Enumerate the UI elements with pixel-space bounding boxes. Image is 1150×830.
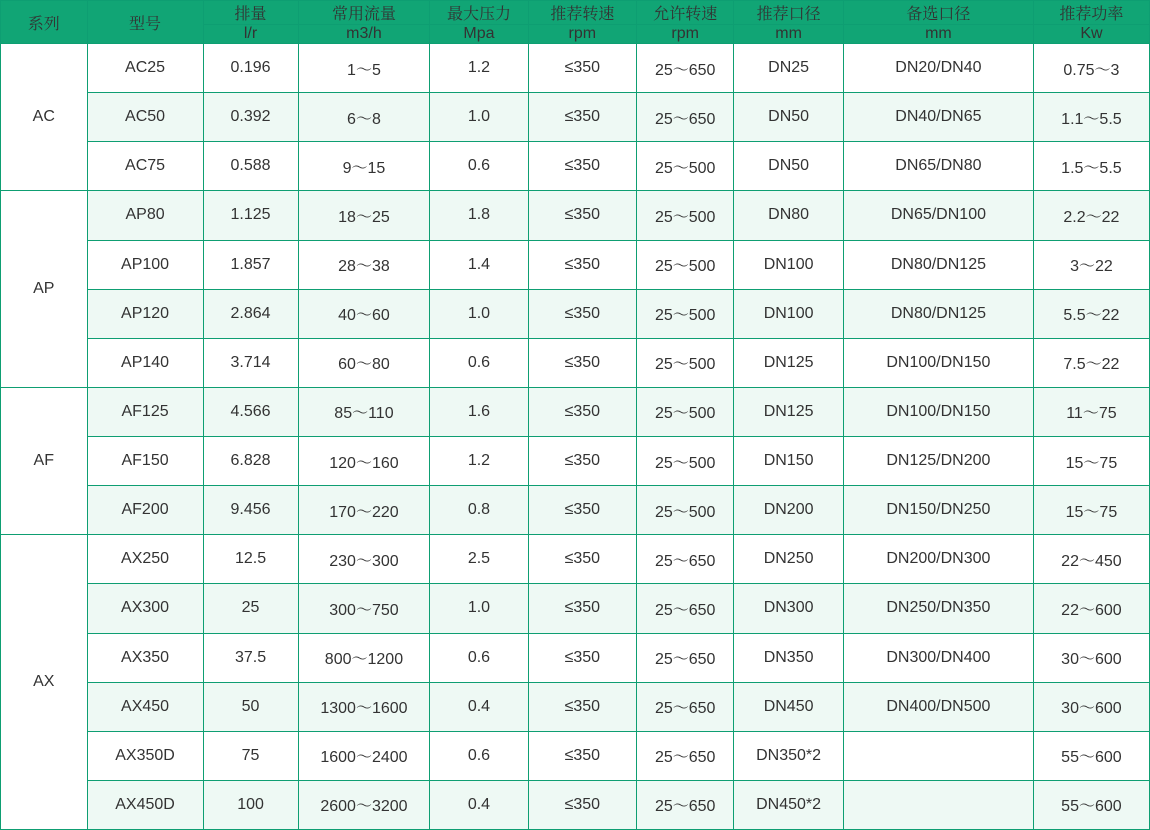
cell-flow: 2600～3200 <box>298 780 430 829</box>
cell-rec_dia: DN450*2 <box>734 780 844 829</box>
cell-model: AF125 <box>87 387 203 436</box>
cell-opt_dia: DN400/DN500 <box>843 682 1033 731</box>
table-row <box>1 633 1150 682</box>
column-header-4: 最大压力 <box>430 1 528 25</box>
cell-rec_speed: ≤350 <box>528 93 637 142</box>
cell-model: AX450 <box>87 682 203 731</box>
cell-rec_dia: DN125 <box>734 387 844 436</box>
cell-opt_dia: DN200/DN300 <box>843 535 1033 584</box>
cell-model: AX450D <box>87 780 203 829</box>
cell-flow: 28～38 <box>298 240 430 289</box>
cell-flow: 170～220 <box>298 486 430 535</box>
cell-model: AP120 <box>87 289 203 338</box>
series-cell: AF <box>1 387 88 534</box>
cell-power: 1.5～5.5 <box>1033 142 1149 191</box>
cell-rec_speed: ≤350 <box>528 437 637 486</box>
cell-power: 30～600 <box>1033 682 1149 731</box>
table-row <box>1 535 1150 584</box>
cell-displacement: 6.828 <box>203 437 298 486</box>
table-row <box>1 780 1150 829</box>
cell-displacement: 100 <box>203 780 298 829</box>
cell-power: 0.75～3 <box>1033 44 1149 93</box>
cell-displacement: 2.864 <box>203 289 298 338</box>
cell-rec_dia: DN25 <box>734 44 844 93</box>
column-header-0: 系列 <box>1 1 88 44</box>
cell-power: 11～75 <box>1033 387 1149 436</box>
column-header-2: 排量 <box>203 1 298 25</box>
cell-pressure: 1.0 <box>430 584 528 633</box>
cell-rec_dia: DN300 <box>734 584 844 633</box>
column-unit-5: rpm <box>528 25 637 44</box>
cell-allow_speed: 25～500 <box>637 142 734 191</box>
cell-pressure: 1.0 <box>430 289 528 338</box>
table-row <box>1 240 1150 289</box>
cell-flow: 9～15 <box>298 142 430 191</box>
cell-allow_speed: 25～650 <box>637 633 734 682</box>
cell-displacement: 0.392 <box>203 93 298 142</box>
cell-rec_speed: ≤350 <box>528 338 637 387</box>
cell-model: AX350 <box>87 633 203 682</box>
table-row <box>1 289 1150 338</box>
cell-opt_dia: DN80/DN125 <box>843 240 1033 289</box>
cell-allow_speed: 25～650 <box>637 682 734 731</box>
cell-opt_dia: DN100/DN150 <box>843 338 1033 387</box>
cell-model: AP140 <box>87 338 203 387</box>
cell-flow: 1600～2400 <box>298 731 430 780</box>
cell-rec_dia: DN450 <box>734 682 844 731</box>
column-unit-4: Mpa <box>430 25 528 44</box>
cell-rec_dia: DN100 <box>734 240 844 289</box>
table-row <box>1 191 1150 240</box>
cell-opt_dia: DN65/DN80 <box>843 142 1033 191</box>
cell-rec_speed: ≤350 <box>528 486 637 535</box>
cell-allow_speed: 25～650 <box>637 93 734 142</box>
cell-pressure: 1.6 <box>430 387 528 436</box>
cell-allow_speed: 25～500 <box>637 338 734 387</box>
cell-pressure: 0.4 <box>430 780 528 829</box>
cell-displacement: 75 <box>203 731 298 780</box>
cell-model: AX350D <box>87 731 203 780</box>
cell-flow: 300～750 <box>298 584 430 633</box>
cell-rec_dia: DN80 <box>734 191 844 240</box>
column-header-9: 推荐功率 <box>1033 1 1149 25</box>
cell-power: 2.2～22 <box>1033 191 1149 240</box>
cell-pressure: 1.2 <box>430 44 528 93</box>
column-unit-8: mm <box>843 25 1033 44</box>
cell-pressure: 0.8 <box>430 486 528 535</box>
cell-flow: 800～1200 <box>298 633 430 682</box>
cell-displacement: 12.5 <box>203 535 298 584</box>
column-unit-7: mm <box>734 25 844 44</box>
cell-displacement: 9.456 <box>203 486 298 535</box>
cell-model: AP100 <box>87 240 203 289</box>
column-header-8: 备选口径 <box>843 1 1033 25</box>
cell-flow: 1300～1600 <box>298 682 430 731</box>
cell-opt_dia <box>843 780 1033 829</box>
cell-model: AF200 <box>87 486 203 535</box>
cell-flow: 6～8 <box>298 93 430 142</box>
table-row <box>1 731 1150 780</box>
cell-opt_dia: DN100/DN150 <box>843 387 1033 436</box>
cell-pressure: 1.2 <box>430 437 528 486</box>
cell-displacement: 25 <box>203 584 298 633</box>
cell-allow_speed: 25～500 <box>637 240 734 289</box>
table-row <box>1 437 1150 486</box>
cell-displacement: 4.566 <box>203 387 298 436</box>
cell-model: AP80 <box>87 191 203 240</box>
cell-displacement: 50 <box>203 682 298 731</box>
cell-opt_dia: DN300/DN400 <box>843 633 1033 682</box>
cell-flow: 60～80 <box>298 338 430 387</box>
cell-rec_dia: DN100 <box>734 289 844 338</box>
series-cell: AC <box>1 44 88 191</box>
cell-flow: 1～5 <box>298 44 430 93</box>
cell-rec_speed: ≤350 <box>528 780 637 829</box>
cell-displacement: 0.196 <box>203 44 298 93</box>
cell-allow_speed: 25～500 <box>637 191 734 240</box>
cell-rec_speed: ≤350 <box>528 633 637 682</box>
cell-opt_dia: DN80/DN125 <box>843 289 1033 338</box>
cell-power: 15～75 <box>1033 486 1149 535</box>
cell-pressure: 0.6 <box>430 731 528 780</box>
cell-rec_dia: DN350 <box>734 633 844 682</box>
cell-displacement: 0.588 <box>203 142 298 191</box>
column-header-3: 常用流量 <box>298 1 430 25</box>
cell-model: AC75 <box>87 142 203 191</box>
column-header-7: 推荐口径 <box>734 1 844 25</box>
cell-flow: 40～60 <box>298 289 430 338</box>
cell-allow_speed: 25～650 <box>637 780 734 829</box>
cell-rec_speed: ≤350 <box>528 584 637 633</box>
column-unit-3: m3/h <box>298 25 430 44</box>
cell-power: 30～600 <box>1033 633 1149 682</box>
column-unit-2: l/r <box>203 25 298 44</box>
cell-displacement: 1.857 <box>203 240 298 289</box>
cell-rec_dia: DN250 <box>734 535 844 584</box>
cell-flow: 85～110 <box>298 387 430 436</box>
cell-rec_dia: DN150 <box>734 437 844 486</box>
cell-pressure: 0.6 <box>430 338 528 387</box>
cell-pressure: 1.4 <box>430 240 528 289</box>
cell-opt_dia: DN125/DN200 <box>843 437 1033 486</box>
cell-rec_speed: ≤350 <box>528 535 637 584</box>
cell-allow_speed: 25～500 <box>637 289 734 338</box>
cell-allow_speed: 25～500 <box>637 437 734 486</box>
cell-rec_speed: ≤350 <box>528 44 637 93</box>
cell-rec_speed: ≤350 <box>528 289 637 338</box>
cell-power: 55～600 <box>1033 780 1149 829</box>
cell-model: AC25 <box>87 44 203 93</box>
cell-model: AC50 <box>87 93 203 142</box>
cell-flow: 18～25 <box>298 191 430 240</box>
cell-opt_dia: DN20/DN40 <box>843 44 1033 93</box>
cell-displacement: 3.714 <box>203 338 298 387</box>
cell-pressure: 0.6 <box>430 142 528 191</box>
cell-power: 7.5～22 <box>1033 338 1149 387</box>
cell-pressure: 1.0 <box>430 93 528 142</box>
cell-opt_dia: DN150/DN250 <box>843 486 1033 535</box>
cell-flow: 230～300 <box>298 535 430 584</box>
column-unit-9: Kw <box>1033 25 1149 44</box>
cell-rec_speed: ≤350 <box>528 682 637 731</box>
table-row <box>1 486 1150 535</box>
cell-allow_speed: 25～650 <box>637 535 734 584</box>
cell-power: 22～450 <box>1033 535 1149 584</box>
series-cell: AP <box>1 191 88 388</box>
table-body <box>1 44 1150 830</box>
cell-rec_dia: DN50 <box>734 142 844 191</box>
cell-power: 1.1～5.5 <box>1033 93 1149 142</box>
cell-allow_speed: 25～650 <box>637 584 734 633</box>
cell-model: AX250 <box>87 535 203 584</box>
cell-model: AF150 <box>87 437 203 486</box>
cell-rec_speed: ≤350 <box>528 387 637 436</box>
cell-rec_dia: DN350*2 <box>734 731 844 780</box>
cell-pressure: 0.6 <box>430 633 528 682</box>
table-row <box>1 338 1150 387</box>
cell-rec_speed: ≤350 <box>528 191 637 240</box>
cell-pressure: 0.4 <box>430 682 528 731</box>
cell-pressure: 1.8 <box>430 191 528 240</box>
table-row <box>1 142 1150 191</box>
cell-power: 15～75 <box>1033 437 1149 486</box>
cell-pressure: 2.5 <box>430 535 528 584</box>
cell-rec_speed: ≤350 <box>528 731 637 780</box>
cell-power: 3～22 <box>1033 240 1149 289</box>
column-header-5: 推荐转速 <box>528 1 637 25</box>
cell-displacement: 1.125 <box>203 191 298 240</box>
cell-opt_dia <box>843 731 1033 780</box>
cell-model: AX300 <box>87 584 203 633</box>
table-row <box>1 682 1150 731</box>
cell-rec_speed: ≤350 <box>528 240 637 289</box>
table-header <box>1 1 1150 44</box>
cell-allow_speed: 25～650 <box>637 44 734 93</box>
cell-opt_dia: DN65/DN100 <box>843 191 1033 240</box>
cell-power: 22～600 <box>1033 584 1149 633</box>
column-unit-6: rpm <box>637 25 734 44</box>
column-header-1: 型号 <box>87 1 203 44</box>
cell-rec_dia: DN200 <box>734 486 844 535</box>
cell-flow: 120～160 <box>298 437 430 486</box>
cell-displacement: 37.5 <box>203 633 298 682</box>
column-header-6: 允许转速 <box>637 1 734 25</box>
cell-rec_dia: DN50 <box>734 93 844 142</box>
cell-rec_dia: DN125 <box>734 338 844 387</box>
cell-power: 5.5～22 <box>1033 289 1149 338</box>
table-row <box>1 387 1150 436</box>
table-row <box>1 44 1150 93</box>
table-row <box>1 584 1150 633</box>
cell-rec_speed: ≤350 <box>528 142 637 191</box>
cell-power: 55～600 <box>1033 731 1149 780</box>
cell-opt_dia: DN250/DN350 <box>843 584 1033 633</box>
cell-allow_speed: 25～650 <box>637 731 734 780</box>
cell-opt_dia: DN40/DN65 <box>843 93 1033 142</box>
cell-allow_speed: 25～500 <box>637 387 734 436</box>
table-row <box>1 93 1150 142</box>
cell-allow_speed: 25～500 <box>637 486 734 535</box>
series-cell: AX <box>1 535 88 830</box>
